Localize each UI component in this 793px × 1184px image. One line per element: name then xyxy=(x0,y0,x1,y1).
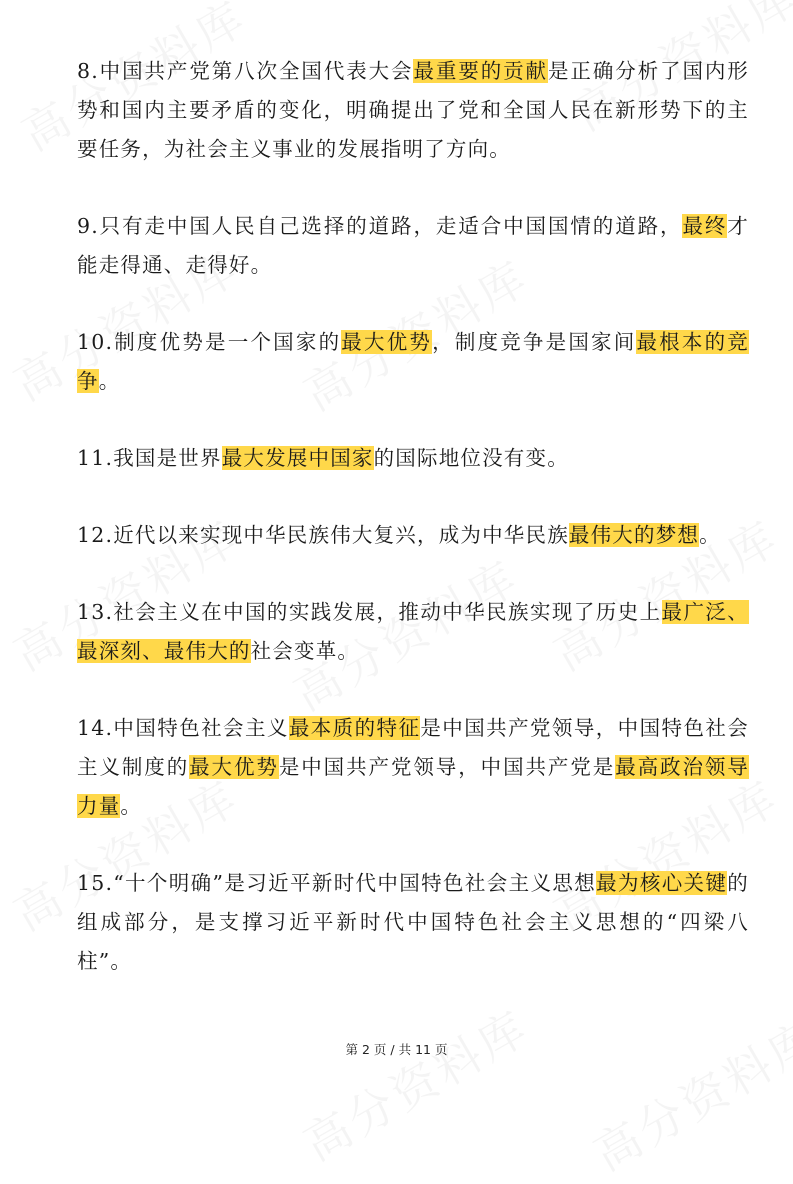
page-footer xyxy=(0,1040,793,1058)
text-segment: 是中国共产党领导，中国共产党是 xyxy=(278,755,616,779)
text-segment: 社会变革。 xyxy=(250,639,360,663)
text-segment: 是中国共产党领导，中国特色社会主义制度的 xyxy=(77,716,750,779)
highlighted-text: 最根本的竞争 xyxy=(77,330,749,393)
text-segment: 的国际地位没有变。 xyxy=(373,446,569,470)
highlighted-text: 最伟大的梦想 xyxy=(568,523,700,547)
text-segment: 15.“十个明确”是习近平新时代中国特色社会主义思想 xyxy=(77,871,597,895)
watermark xyxy=(290,992,540,1174)
highlighted-text: 最大优势 xyxy=(189,755,279,779)
paragraph-11 xyxy=(77,439,749,478)
text-segment: 的组成部分，是支撑习近平新时代中国特色社会主义思想的“四梁八柱”。 xyxy=(77,871,749,973)
paragraph-13 xyxy=(77,593,749,671)
paragraph-9 xyxy=(77,207,749,285)
text-segment: 是正确分析了国内形势和国内主要矛盾的变化，明确提出了党和全国人民在新形势下的主要任务，为社会主义事业的发展指明了方向。 xyxy=(77,59,749,161)
paragraph-10 xyxy=(77,323,749,401)
paragraph-12 xyxy=(77,516,749,555)
text-segment: 。 xyxy=(699,523,721,547)
text-segment: 13.社会主义在中国的实践发展，推动中华民族实现了历史上 xyxy=(77,600,662,624)
highlighted-text: 最重要的贡献 xyxy=(413,59,548,83)
page-number: 第 2 页 / 共 11 页 xyxy=(345,1042,448,1057)
highlighted-text: 最本质的特征 xyxy=(288,716,421,740)
highlighted-text: 最终 xyxy=(682,214,728,238)
text-segment: 。 xyxy=(120,794,143,818)
text-segment: 10.制度优势是一个国家的 xyxy=(77,330,342,354)
highlighted-text: 最为核心关键 xyxy=(596,871,728,895)
text-segment: 8.中国共产党第八次全国代表大会 xyxy=(77,59,414,83)
text-segment: 。 xyxy=(98,369,121,393)
highlighted-text: 最大发展中国家 xyxy=(221,446,374,470)
text-segment: 12.近代以来实现中华民族伟大复兴，成为中华民族 xyxy=(77,523,569,547)
paragraph-15 xyxy=(77,864,749,981)
highlighted-text: 最高政治领导力量 xyxy=(77,755,750,818)
text-segment: ，制度竞争是国家间 xyxy=(432,330,637,354)
text-segment: 才能走得通、走得好。 xyxy=(77,214,749,277)
highlighted-text: 最广泛、最深刻、最伟大的 xyxy=(77,600,749,663)
watermark xyxy=(580,1002,793,1184)
paragraph-14 xyxy=(77,709,749,826)
highlighted-text: 最大优势 xyxy=(341,330,433,354)
text-segment: 11.我国是世界 xyxy=(77,446,222,470)
document-body xyxy=(77,52,749,981)
text-segment: 9.只有走中国人民自己选择的道路，走适合中国国情的道路， xyxy=(77,214,683,238)
paragraph-8 xyxy=(77,52,749,169)
text-segment: 14.中国特色社会主义 xyxy=(77,716,289,740)
